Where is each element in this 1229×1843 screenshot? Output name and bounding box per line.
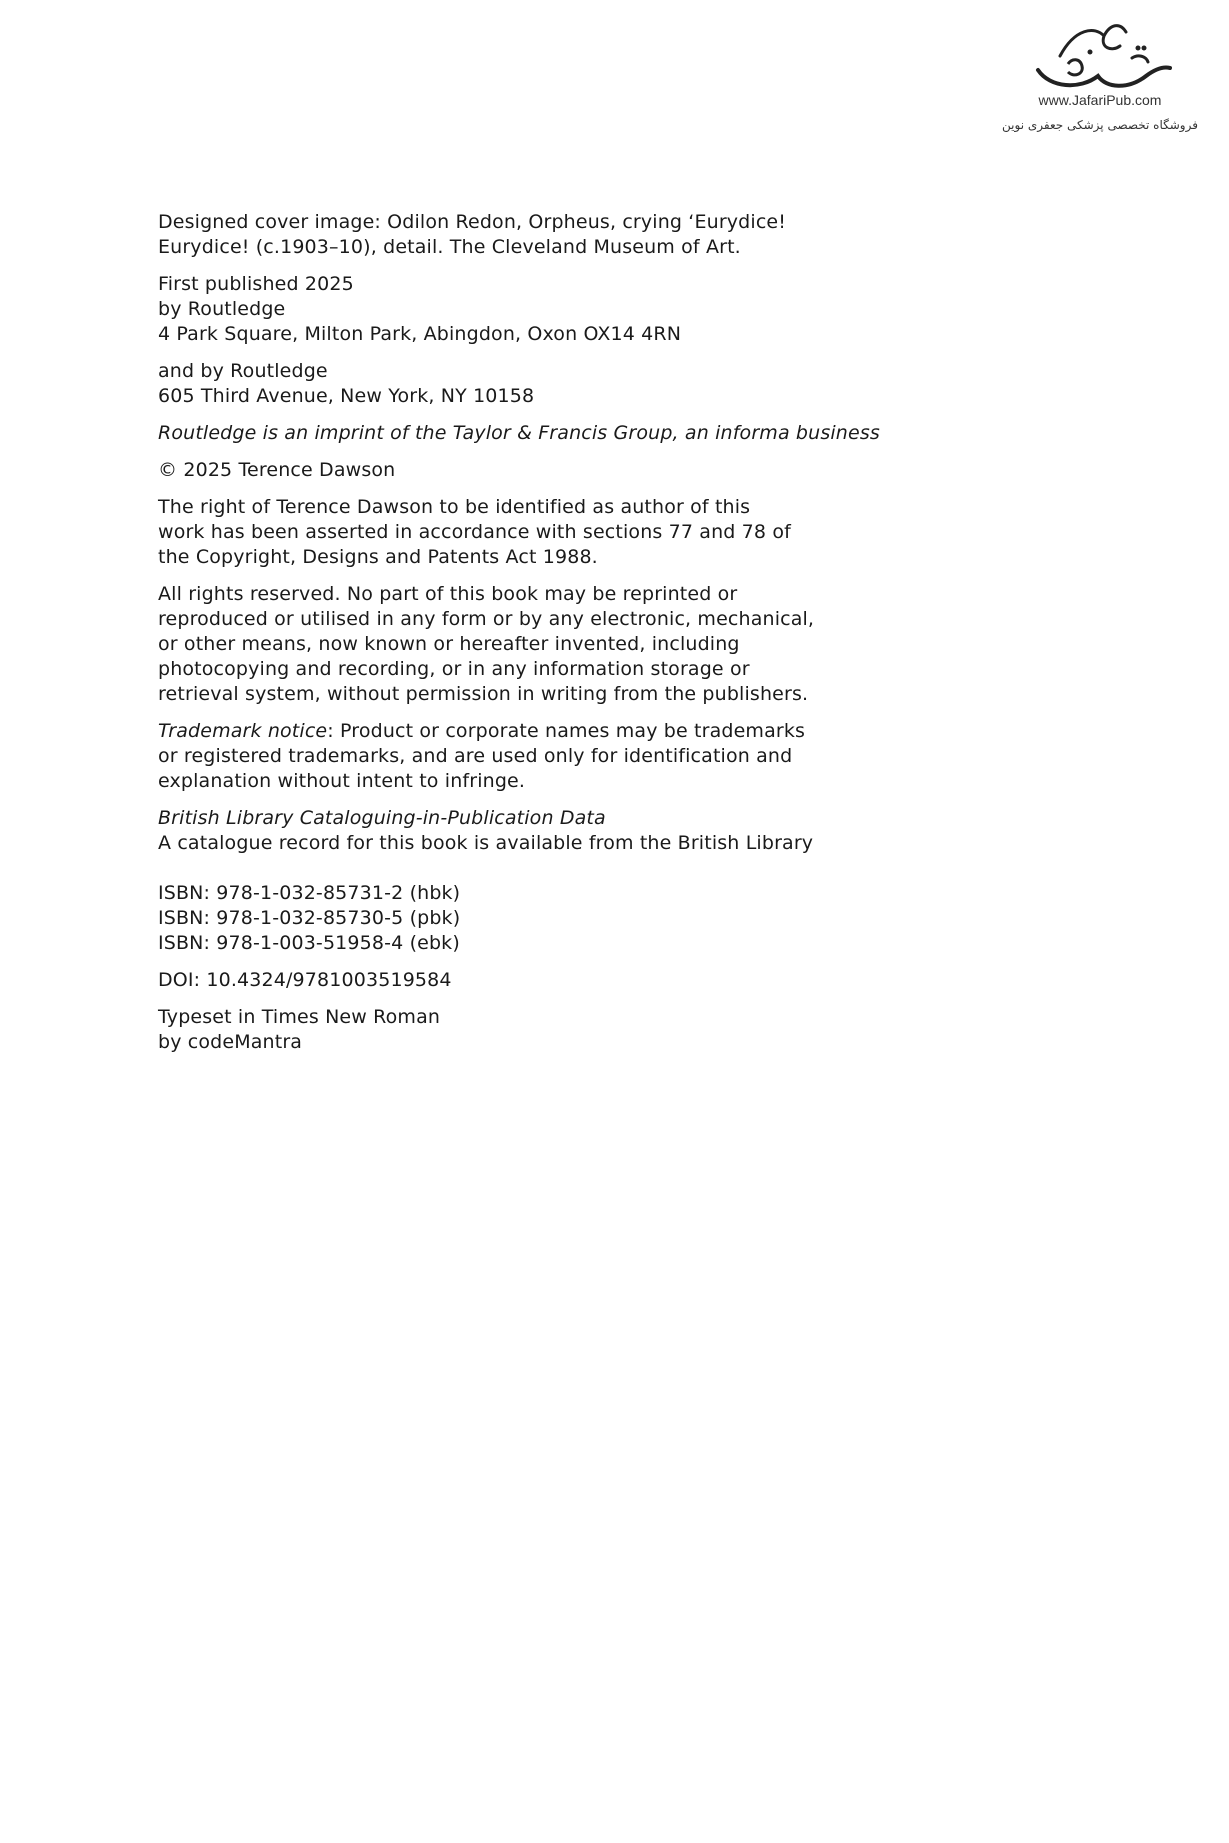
watermark-url: www.JafariPub.com: [1038, 92, 1162, 108]
cip-heading: British Library Cataloguing-in-Publication Data: [158, 807, 606, 829]
imprint-statement: [158, 421, 1058, 446]
author-rights: [158, 495, 1058, 570]
trademark-line-3: explanation without intent to infringe.: [158, 770, 526, 792]
rights-reserved-line: reproduced or utilised in any form or by any electronic, mechanical,: [158, 608, 815, 630]
rights-reserved-line: retrieval system, without permission in writing from the publishers.: [158, 683, 809, 705]
publication-info: [158, 272, 1058, 347]
isbn-hbk: ISBN: 978-1-032-85731-2 (hbk): [158, 882, 461, 904]
trademark-line-1: [158, 719, 1058, 744]
cip-text: A catalogue record for this book is available from the British Library: [158, 832, 814, 854]
us-publication-info: [158, 359, 1058, 409]
us-publisher-name: and by Routledge: [158, 360, 328, 382]
publisher-address: 4 Park Square, Milton Park, Abingdon, Oxon OX14 4RN: [158, 323, 682, 345]
isbn-list: [158, 881, 1058, 956]
author-rights-line: the Copyright, Designs and Patents Act 1988.: [158, 546, 598, 568]
cover-credit-line-2: Eurydice! (c.1903–10), detail. The Cleveland Museum of Art.: [158, 236, 741, 258]
author-rights-line: The right of Terence Dawson to be identified as author of this: [158, 496, 751, 518]
rights-reserved-line: or other means, now known or hereafter invented, including: [158, 633, 740, 655]
rights-reserved-line: All rights reserved. No part of this book may be reprinted or: [158, 583, 738, 605]
doi-text: DOI: 10.4324/9781003519584: [158, 969, 452, 991]
watermark-tagline: فروشگاه تخصصی پزشکی جعفری نوین: [1002, 118, 1198, 132]
publisher-name: by Routledge: [158, 298, 286, 320]
cip-data: [158, 806, 1058, 856]
copyright-page: [158, 210, 1058, 1067]
cover-credit: [158, 210, 1058, 260]
cover-credit-line-1: Designed cover image: Odilon Redon, Orpheus, crying ‘Eurydice!: [158, 211, 787, 233]
isbn-ebk: ISBN: 978-1-003-51958-4 (ebk): [158, 932, 460, 954]
publisher-watermark: [1000, 18, 1200, 138]
trademark-label: Trademark notice: [158, 720, 328, 742]
typeset-font: Typeset in Times New Roman: [158, 1006, 441, 1028]
rights-reserved-line: photocopying and recording, or in any information storage or: [158, 658, 750, 680]
author-rights-line: work has been asserted in accordance with sections 77 and 78 of: [158, 521, 791, 543]
all-rights-reserved: [158, 582, 1058, 707]
trademark-line-1-rest: : Product or corporate names may be trademarks: [327, 720, 806, 742]
imprint-text: Routledge is an imprint of the Taylor & Francis Group, an informa business: [158, 422, 880, 444]
copyright-text: © 2025 Terence Dawson: [158, 459, 396, 481]
typeset-by: by codeMantra: [158, 1031, 303, 1053]
copyright-notice: [158, 458, 1058, 483]
doi: [158, 968, 1058, 993]
first-published: First published 2025: [158, 273, 354, 295]
us-publisher-address: 605 Third Avenue, New York, NY 10158: [158, 385, 535, 407]
trademark-notice: [158, 719, 1058, 794]
typeset-info: [158, 1005, 1058, 1055]
trademark-line-2: or registered trademarks, and are used only for identification and: [158, 745, 793, 767]
isbn-pbk: ISBN: 978-1-032-85730-5 (pbk): [158, 907, 461, 929]
